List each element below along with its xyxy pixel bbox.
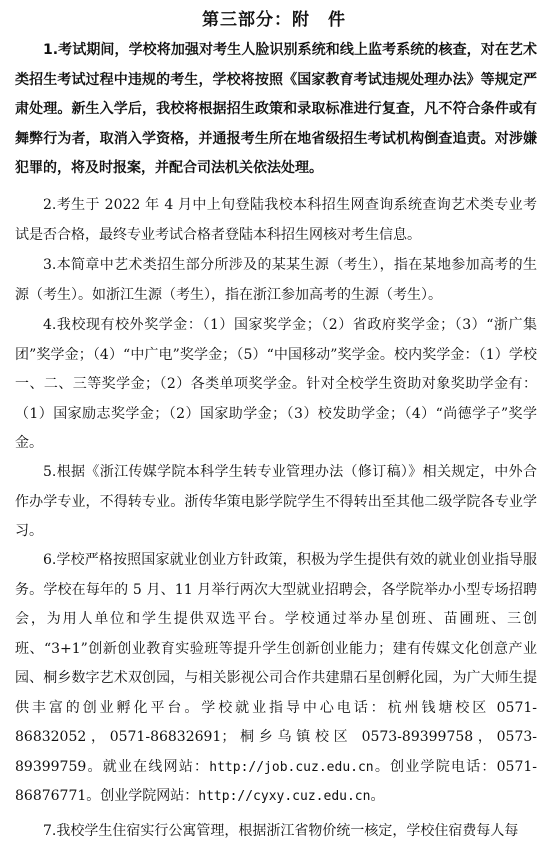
paragraph-6	[15, 546, 537, 812]
paragraph-4: 4.我校现有校外奖学金：（1）国家奖学金；（2）省政府奖学金；（3）“浙广集团”奖学金；（4）“中广电”奖学金；（5）“中国移动”奖学金。校内奖学金：（1）学校一、二、三等奖学金；（2）各类单项奖学金。针对全校学生资助对象奖助学金有：（1）国家励志奖学金；（2）国家助学金；（3）校发助学金；（4）“尚德学子”奖学金。	[15, 317, 537, 451]
paragraph-2: 2.考生于 2022 年 4 月中上旬登陆我校本科招生网查询系统查询艺术类专业考试是否合格，最终专业考试合格者登陆本科招生网核对考生信息。	[15, 197, 537, 243]
paragraph-7: 7.我校学生住宿实行公寓管理，根据浙江省物价统一核定，学校住宿费每人每	[43, 823, 519, 839]
paragraph-1: 1.考试期间，学校将加强对考生人脸识别系统和线上监考系统的核查，对在艺术类招生考试过程中违规的考生，学校将按照《国家教育考试违规处理办法》等规定严肃处理。新生入学后，我校将根据招生政策和录取标准进行复查，凡不符合条件或有舞弊行为者，取消入学资格，并通报考生所在地省级招生考试机构倒查追责。对涉嫌犯罪的，将及时报案，并配合司法机关依法处理。	[15, 42, 537, 176]
paragraph-5: 5.根据《浙江传媒学院本科学生转专业管理办法（修订稿）》相关规定，中外合作办学专业，不得转专业。浙传华策电影学院学生不得转出至其他二级学院各专业学习。	[15, 464, 537, 539]
paragraph-6-end: 。	[370, 788, 385, 804]
cyxy-url-link[interactable]: http://cyxy.cuz.edu.cn	[198, 789, 371, 804]
paragraph-3: 3.本简章中艺术类招生部分所涉及的某某生源（考生），指在某地参加高考的生源（考生）。如浙江生源（考生），指在浙江参加高考的生源（考生）。	[15, 257, 537, 303]
section-title: 第三部分：附 件	[202, 10, 346, 30]
paragraph-6-mid: 。创业学院电话：0571-86876771。创业学院网站：	[15, 758, 537, 804]
job-url-link[interactable]: http://job.cuz.edu.cn	[209, 759, 374, 775]
paragraph-6-lead: 6.学校严格按照国家就业创业方针政策，积极为学生提供有效的就业创业指导服务。学校在每年的 5 月、11 月举行两次大型就业招聘会，各学院举办小型专场招聘会，为用人单位和学生提供双选平台。学校通过举办星创班、苗圃班、三创班、“3+1”创新创业教育实验班等提升学生创新创业能力；建有传媒文化创意产业园、桐乡数字艺术双创园，与相关影视公司合作共建鼎石星创孵化园，为广大师生提供丰富的创业孵化平台。学校就业指导中心电话：杭州钱塘校区 0571-86832052，0571-86832691；桐乡乌镇校区 0573-89399758，0573-89399759。就业在线网站：	[15, 552, 537, 775]
